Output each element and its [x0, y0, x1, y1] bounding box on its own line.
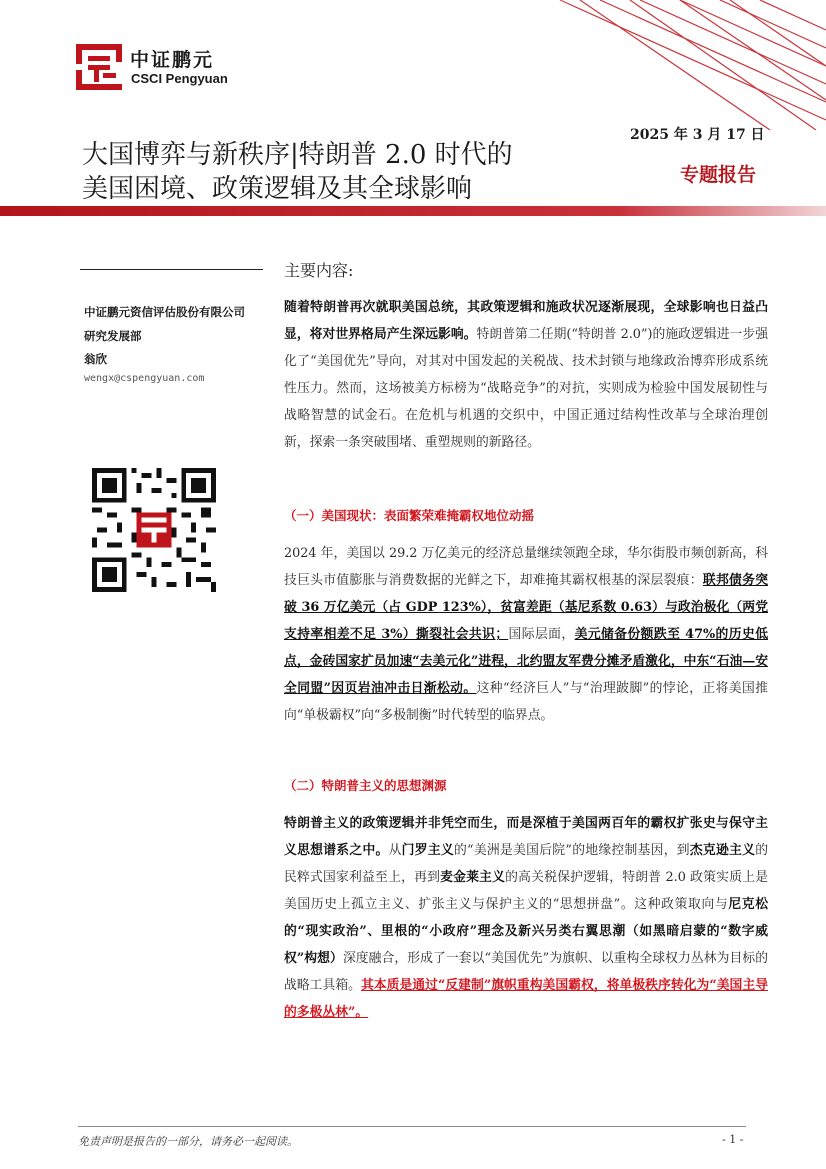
- s2-bold-5: 尼克松的“现实政治”、里根的“小政府”理念及新兴另类右翼思潮（如黑暗启蒙的“数字威权”构想）: [284, 897, 768, 966]
- qr-code-icon: [92, 468, 216, 592]
- sidebar-divider: [80, 269, 263, 270]
- brand-name-en: CSCI Pengyuan: [131, 71, 228, 86]
- company-logo: [76, 44, 122, 90]
- s2-bold-2: 门罗主义: [401, 843, 454, 858]
- s1-text-3: 这种“经济巨人”与“治理跛脚”的悖论，正将美国推向“单极霸权”向“多极制衡”时代转型的临界点。: [284, 681, 768, 723]
- footer-disclaimer: 免责声明是报告的一部分，请务必一起阅读。: [78, 1135, 298, 1148]
- s2-bold-1: 特朗普主义的政策逻辑并非凭空而生，而是深植于美国两百年的霸权扩张史与保守主义思想谱系之中。: [284, 816, 768, 858]
- s1-highlight-2: 美元储备份额跌至 47%的历史低点，金砖国家扩员加速“去美元化”进程，北约盟友军费分摊矛盾激化，中东“石油—安全同盟”因页岩油冲击日渐松动。: [284, 627, 768, 696]
- s2-bold-3: 杰克逊主义: [689, 843, 756, 858]
- header-band: [0, 206, 826, 216]
- intro-paragraph: [284, 294, 768, 456]
- title-line-2: 美国困境、政策逻辑及其全球影响: [82, 174, 473, 204]
- decorative-stripes: [440, 0, 826, 130]
- report-date: 2025 年 3 月 17 日: [630, 127, 765, 143]
- s2-text-4: 的高关税保护逻辑，特朗普 2.0 政策实质上是美国历史上孤立主义、扩张主义与保护主义的“思想拼盘”。这种政策取向与: [284, 870, 769, 912]
- s2-bold-4: 麦金莱主义: [440, 870, 506, 885]
- author-name: 翁欣: [84, 352, 107, 366]
- s2-text-2: 的“美洲是美国后院”的地缘控制基因，到: [453, 843, 690, 858]
- s1-text-1: 2024 年，美国以 29.2 万亿美元的经济总量继续领跑全球，华尔街股市频创新高，科技巨头市值膨胀与消费数据的光鲜之下，却难掩其霸权根基的深层裂痕：: [284, 546, 768, 588]
- brand-name-cn: 中证鹏元: [130, 49, 215, 71]
- section-2-paragraph: [284, 810, 768, 1026]
- title-line-1: 大国博弈与新秩序|特朗普 2.0 时代的: [82, 140, 513, 170]
- s2-text-3: 的民粹式国家利益至上，再到: [284, 843, 769, 885]
- section-2-title: （二）特朗普主义的思想渊源: [284, 778, 447, 793]
- company-name: 中证鹏元资信评估股份有限公司: [84, 305, 245, 319]
- section-1-title: （一）美国现状：表面繁荣难掩霸权地位动摇: [284, 508, 535, 523]
- author-email[interactable]: wengx@cspengyuan.com: [84, 373, 205, 384]
- footer-divider: [78, 1126, 746, 1127]
- report-type: 专题报告: [680, 164, 757, 186]
- s1-text-2: 国际层面，: [508, 627, 575, 642]
- s2-text-1: 从: [388, 843, 402, 858]
- page-number: - 1 -: [722, 1133, 744, 1146]
- section-1-paragraph: [284, 540, 768, 729]
- s1-highlight-1: 联邦债务突破 36 万亿美元（占 GDP 123%），贫富差距（基尼系数 0.63）与政治极化（两党支持率相差不足 3%）撕裂社会共识；: [284, 573, 769, 642]
- report-title: [82, 138, 622, 206]
- s2-text-5: 深度融合，形成了一套以“美国优先”为旗帜、以重构全球权力丛林为目标的战略工具箱。: [284, 951, 768, 993]
- s2-red-conclusion: 其本质是通过“反建制”旗帜重构美国霸权，将单极秩序转化为“美国主导的多极丛林”。: [284, 978, 768, 1020]
- department: 研究发展部: [84, 329, 142, 343]
- intro-bold-text: 随着特朗普再次就职美国总统，其政策逻辑和施政状况逐渐展现，全球影响也日益凸显，将对世界格局产生深远影响。: [284, 300, 768, 342]
- main-heading: 主要内容:: [284, 261, 354, 280]
- intro-text: 特朗普第二任期(“特朗普 2.0”)的施政逻辑进一步强化了“美国优先”导向，对其对中国发起的关税战、技术封锁与地缘政治博弈形成系统性压力。然而，这场被美方标榜为“战略竞争”的对抗，实则成为检验中国发展韧性与战略智慧的试金石。在危机与机遇的交织中，中国正通过结构性改革与全球治理创新，探索一条突破围堵、重塑规则的新路径。: [284, 327, 768, 450]
